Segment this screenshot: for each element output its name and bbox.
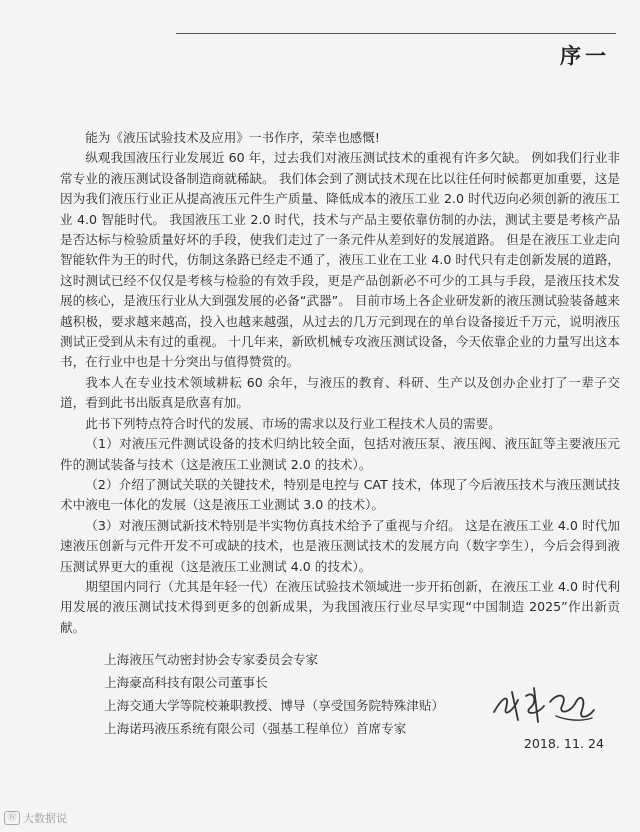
credential-line: 上海诺玛液压系统有限公司（强基工程单位）首席专家 xyxy=(104,721,407,736)
page-title: 序一 xyxy=(560,44,610,68)
handwritten-signature xyxy=(488,680,598,730)
credential-line: 上海液压气动密封协会专家委员会专家 xyxy=(104,652,319,667)
paragraph: （3）对液压测试新技术特别是半实物仿真技术给予了重视与介绍。 这是在液压工业 4.0 时代加速液压创新与元件开发不可或缺的技术，也是液压测试技术的发展方向（数字孪生），今后会得到液压测试界更大的重视（这是液压工业测试 4.0 的技术）。 xyxy=(60,517,620,574)
paragraph: 纵观我国液压行业发展近 60 年，过去我们对液压测试技术的重视有许多欠缺。 例如我们行业非常专业的液压测试设备制造商就稀缺。 我们体会到了测试技术现在比以往任何时候都更加重要，这是因为我们液压行业正从提高液压元件生产质量、降低成本的液压工业 2.0 时代迈向必须创新的液压工业 4.0 智能时代。 我国液压工业 2.0 时代，技术与产品主要依靠仿制的办法，测试主要是考核产品是否达标与检验质量好坏的手段，使我们走过了一条元件从差到好的发展道路。 但是在液压工业走向智能软件为王的时代，仿制这条路已经走不通了，液压工业在工业 4.0 时代只有走创新发展的道路，这时测试已经不仅仅是考核与检验的有效手段，更是产品创新必不可少的工具与手段，是液压技术发展的核心，是液压行业从大到强发展的必备“武器”。 目前市场上各企业研发新的液压测试验装备越来越积极，要求越来越高，投入也越来越强，从过去的几万元到现在的单台设备接近千万元，说明液压测试正受到从未有过的重视。 十几年来，新欧机械专攻液压测试设备，今天依靠企业的力量写出这本书，在行业中也是十分突出与值得赞赏的。 xyxy=(60,150,620,370)
preface-body xyxy=(60,128,620,638)
paragraph: 能为《液压试验技术及应用》一书作序，荣幸也感慨! xyxy=(85,130,380,145)
paragraph: 期望国内同行（尤其是年轻一代）在液压试验技术领域进一步开拓创新，在液压工业 4.0 时代利用发展的液压测试技术得到更多的创新成果，为我国液压行业尽早实现“中国制造 2025”作出新贡献。 xyxy=(60,578,620,635)
author-credentials xyxy=(104,648,444,740)
watermark-text: 大数据说 xyxy=(23,812,67,825)
paragraph: （2）介绍了测试关联的关键技术，特别是电控与 CAT 技术，体现了今后液压技术与液压测试技术中液电一体化的发展（这是液压工业测试 3.0 的技术）。 xyxy=(60,476,620,513)
paragraph: （1）对液压元件测试设备的技术归纳比较全面，包括对液压泵、液压阀、液压缸等主要液压元件的测试装备与技术（这是液压工业测试 2.0 的技术）。 xyxy=(60,436,620,472)
header-rule xyxy=(176,33,616,34)
credential-line: 上海豪高科技有限公司董事长 xyxy=(104,675,268,690)
date: 2018. 11. 24 xyxy=(523,736,604,751)
watermark xyxy=(4,810,67,826)
watermark-logo-icon: ㊗ xyxy=(4,811,20,825)
credential-line: 上海交通大学等院校兼职教授、博导（享受国务院特殊津贴） xyxy=(104,698,445,713)
paragraph: 我本人在专业技术领域耕耘 60 余年，与液压的教育、科研、生产以及创办企业打了一辈子交道，看到此书出版真是欣喜有加。 xyxy=(60,374,620,411)
paragraph: 此书下列特点符合时代的发展、市场的需求以及行业工程技术人员的需要。 xyxy=(85,415,501,431)
